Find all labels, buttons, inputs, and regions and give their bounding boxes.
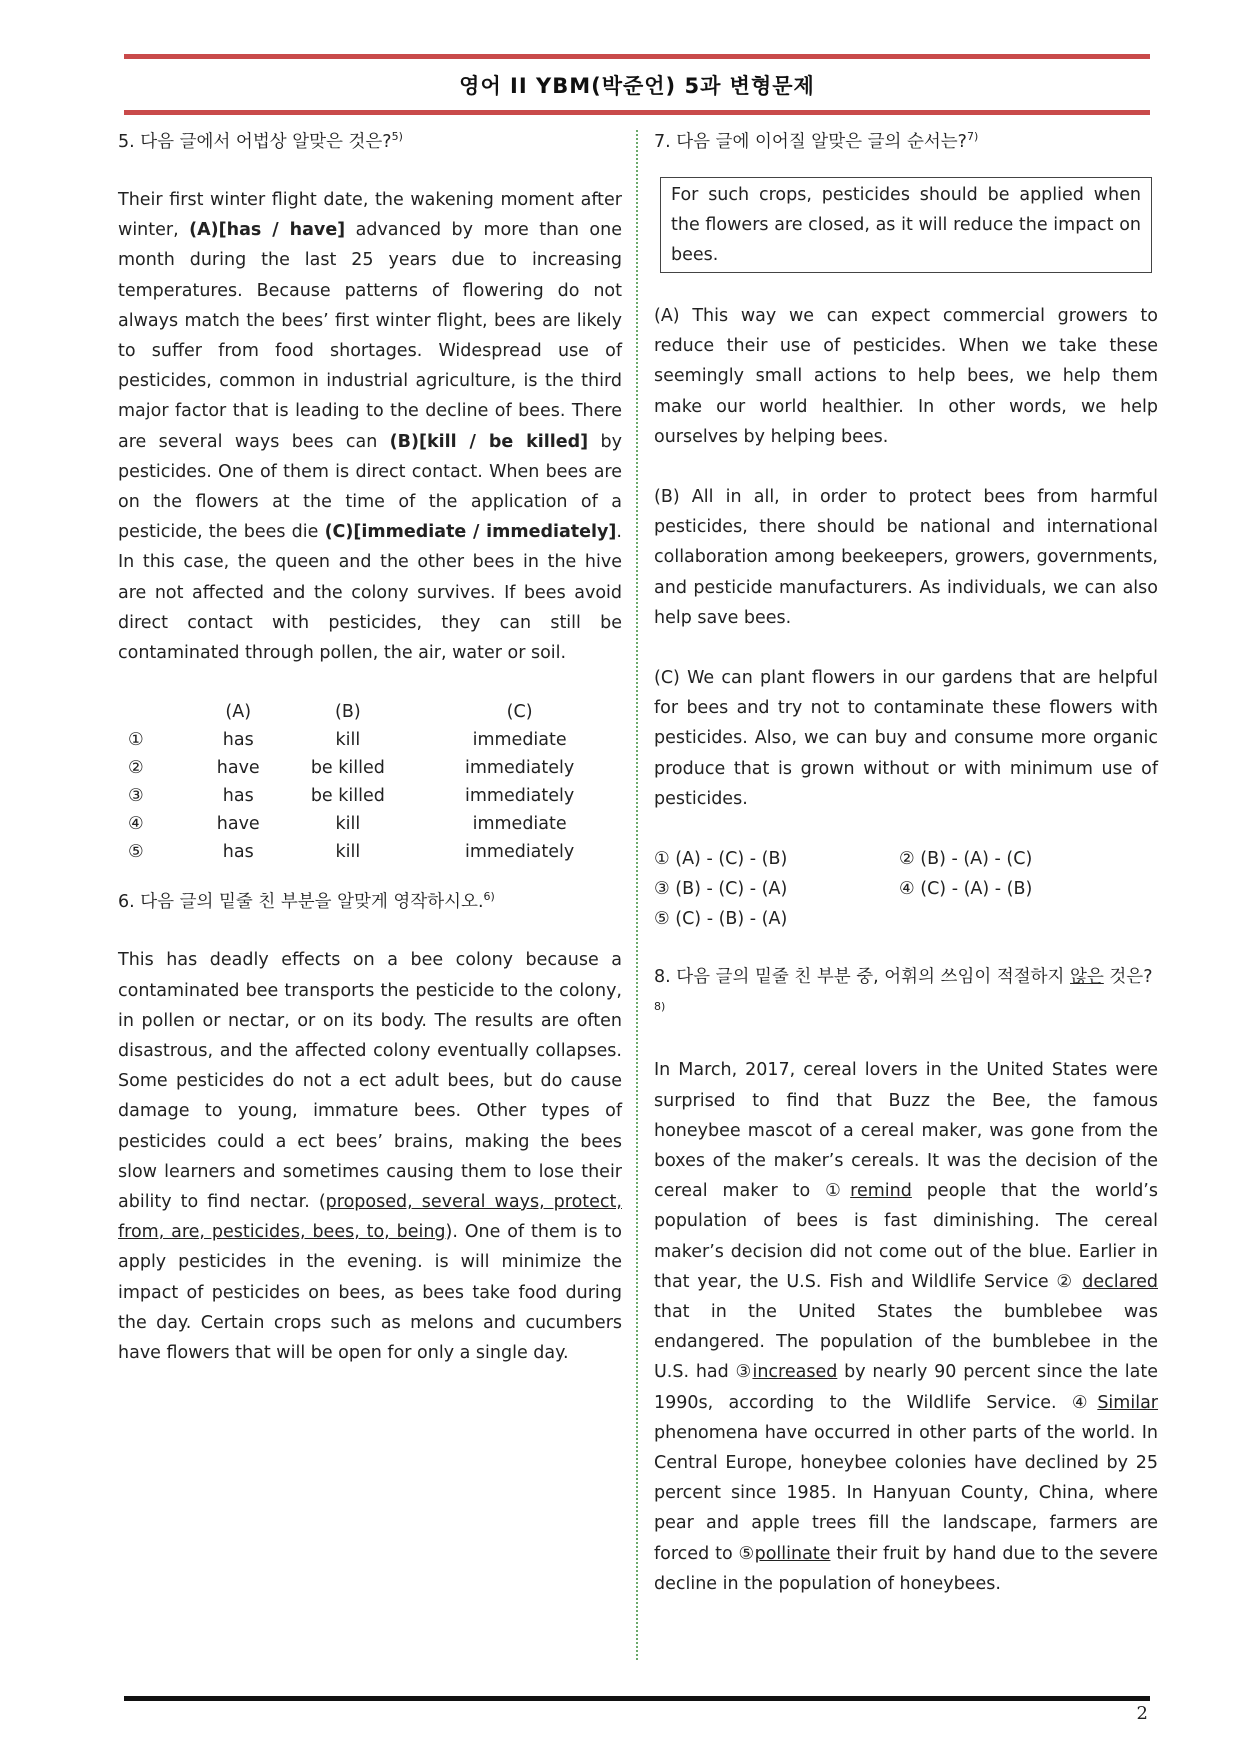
- option-b-value: be killed: [310, 786, 385, 807]
- page-title: 영어 II YBM(박준언) 5과 변형문제: [459, 74, 815, 98]
- question-text-emphasis: 않은: [1070, 967, 1104, 988]
- option-marker: ④: [128, 814, 144, 835]
- underlined-text: proposed, several ways, protect, from, are, pesticides, bees, to, being: [118, 1191, 622, 1243]
- paragraph-a: (A) This way we can expect commercial growers to reduce their use of pesticides. When we take these seemingly small actions to help bees, we help them make our world healthier. In other words, we help ourselves by helping bees.: [654, 306, 1158, 447]
- footnote-ref: 6): [483, 890, 495, 904]
- option-3: ③ (B) - (C) - (A): [654, 879, 788, 900]
- option-4: ④ (C) - (A) - (B): [899, 879, 1033, 900]
- option-c-value: immediately: [464, 758, 575, 779]
- question-7-options: [654, 844, 1158, 934]
- option-2: ② (B) - (A) - (C): [899, 849, 1033, 870]
- passage-text: phenomena have occurred in other parts of the world. In Central Europe, honeybee colonies have declined by 25 percent since 1985. In Hanyuan County, China, where pear and apple trees fill the landscape, farmers are forced to ⑤: [654, 1422, 1158, 1564]
- question-text-end: 것은?: [1103, 967, 1153, 988]
- option-b-value: kill: [335, 814, 361, 835]
- answer-row: [118, 838, 622, 866]
- blank-choice: (B)[kill / be killed]: [389, 431, 589, 452]
- option-marker: ⑤: [128, 842, 144, 863]
- option-a-value: has: [222, 786, 254, 807]
- passage-text: by pesticides. One of them is direct contact. When bees are on the flowers at the time of the application of a pesticide, the bees die: [118, 431, 623, 543]
- question-text: 다음 글에 이어질 알맞은 글의 순서는?: [676, 131, 967, 152]
- blank-choice: (C)[immediate / immediately]: [324, 522, 617, 543]
- option-b-value: kill: [335, 842, 361, 863]
- question-5-passage: [118, 185, 622, 668]
- option-5: ⑤ (C) - (B) - (A): [654, 909, 788, 930]
- option-c-value: immediately: [464, 842, 575, 863]
- question-6-passage: [118, 945, 622, 1368]
- underlined-text: increased: [752, 1362, 838, 1383]
- answer-row: [118, 726, 622, 754]
- question-7-prompt: [654, 122, 1158, 157]
- option-b-value: kill: [335, 730, 361, 751]
- option-c-value: immediate: [472, 814, 567, 835]
- answer-row: [118, 754, 622, 782]
- underlined-text: remind: [850, 1181, 912, 1202]
- passage-text: their fruit by hand due to the severe decline in the population of honeybees.: [654, 1543, 1158, 1594]
- header-bottom-rule: [124, 110, 1150, 115]
- passage-text: This has deadly effects on a bee colony because a contaminated bee transports the pesticide to the colony, in pollen or nectar, or on its body. The results are often disastrous, and the affected colony eventually collapses. Some pesticides do not a ect adult bees, but do cause damage to young, immature bees. Other types of pesticides could a ect bees’ brains, making the bees slow learners and sometimes causing them to lose their ability to find nectar. (: [118, 950, 622, 1212]
- question-text: 다음 글에서 어법상 알맞은 것은?: [140, 131, 392, 152]
- question-5-answer-table: [118, 698, 622, 866]
- left-column: [118, 122, 622, 1398]
- question-text: 다음 글의 밑줄 친 부분 중, 어휘의 쓰임이 적절하지: [676, 967, 1071, 988]
- passage-text: Their first winter flight date, the wakening moment after winter,: [118, 190, 622, 241]
- question-text: 다음 글의 밑줄 친 부분을 알맞게 영작하시오.: [140, 892, 484, 913]
- header-top-rule: [124, 54, 1150, 59]
- column-header-b: (B): [335, 702, 361, 723]
- option-c-value: immediately: [464, 786, 575, 807]
- option-a-value: has: [222, 730, 254, 751]
- page-number: 2: [1136, 1703, 1148, 1724]
- passage-text: ). One of them is to apply pesticides in the evening. is will minimize the impact of pesticides on bees, as bees take food during the day. Certain crops such as melons and cucumbers have flowers that will be open for only a single day.: [118, 1222, 622, 1363]
- passage-text: by nearly 90 percent since the late 1990s, according to the Wildlife Service. ④: [654, 1362, 1159, 1413]
- option-marker: ①: [128, 730, 144, 751]
- question-6-prompt: [118, 882, 622, 917]
- answer-table-header: [118, 698, 622, 726]
- option-a-value: has: [222, 842, 254, 863]
- question-number: 7.: [654, 131, 671, 152]
- blank-choice: (A)[has / have]: [189, 220, 346, 241]
- passage-text: people that the world’s population of bees is fast diminishing. The cereal maker’s decision did not come out of the blue. Earlier in that year, the U.S. Fish and Wildlife Service ②: [654, 1181, 1158, 1292]
- option-a-value: have: [216, 814, 260, 835]
- passage-text: advanced by more than one month during the last 25 years due to increasing temperatures. Because patterns of flowering do not always match the bees’ first winter flight, bees are likely to suffer from food shortages. Widespread use of pesticides, common in industrial agriculture, is the third major factor that is leading to the decline of bees. There are several ways bees can: [118, 220, 622, 452]
- column-divider: [636, 130, 638, 1660]
- answer-row: [118, 810, 622, 838]
- option-c-value: immediate: [472, 730, 567, 751]
- footnote-ref: 7): [966, 130, 979, 143]
- footnote-ref: 5): [391, 130, 403, 143]
- question-8-passage: [654, 1055, 1158, 1599]
- option-marker: ②: [128, 758, 144, 779]
- question-number: 8.: [654, 967, 671, 988]
- answer-row: [118, 782, 622, 810]
- passage-text: that in the United States the bumblebee was endangered. The population of the bumblebee in the U.S. had ③: [654, 1301, 1158, 1383]
- paragraph-c: (C) We can plant flowers in our gardens that are helpful for bees and try not to contaminate these flowers with pesticides. Also, we can buy and consume more organic produce that is grown without or with minimum use of pesticides.: [654, 668, 1158, 809]
- underlined-text: declared: [1082, 1271, 1158, 1292]
- option-marker: ③: [128, 786, 144, 807]
- underlined-text: Similar: [1097, 1392, 1158, 1413]
- underlined-text: pollinate: [754, 1543, 831, 1564]
- footnote-ref: 8): [654, 1000, 666, 1014]
- right-column: [654, 122, 1158, 1629]
- passage-text: . In this case, the queen and the other bees in the hive are not affected and the colony survives. If bees avoid direct contact with pesticides, they can still be contaminated through pollen, the air, water or soil.: [118, 522, 622, 664]
- footer-rule: [124, 1696, 1150, 1701]
- question-number: 5.: [118, 131, 135, 152]
- question-number: 6.: [118, 892, 135, 913]
- column-header-c: (C): [506, 702, 533, 723]
- option-a-value: have: [216, 758, 260, 779]
- option-1: ① (A) - (C) - (B): [654, 849, 788, 870]
- paragraph-b: (B) All in all, in order to protect bees from harmful pesticides, there should be national and international collaboration among beekeepers, growers, governments, and pesticide manufacturers. As individuals, we can also help save bees.: [654, 487, 1158, 628]
- question-5-prompt: [118, 122, 622, 157]
- column-header-a: (A): [225, 702, 252, 723]
- option-b-value: be killed: [310, 758, 385, 779]
- given-sentence-box: For such crops, pesticides should be applied when the flowers are closed, as it will reduce the impact on bees.: [660, 177, 1152, 273]
- passage-text: In March, 2017, cereal lovers in the United States were surprised to find that Buzz the Bee, the famous honeybee mascot of a cereal maker, was gone from the boxes of the maker’s cereals. It was the decision of the cereal maker to ①: [654, 1060, 1158, 1202]
- question-8-prompt: [654, 962, 1158, 1027]
